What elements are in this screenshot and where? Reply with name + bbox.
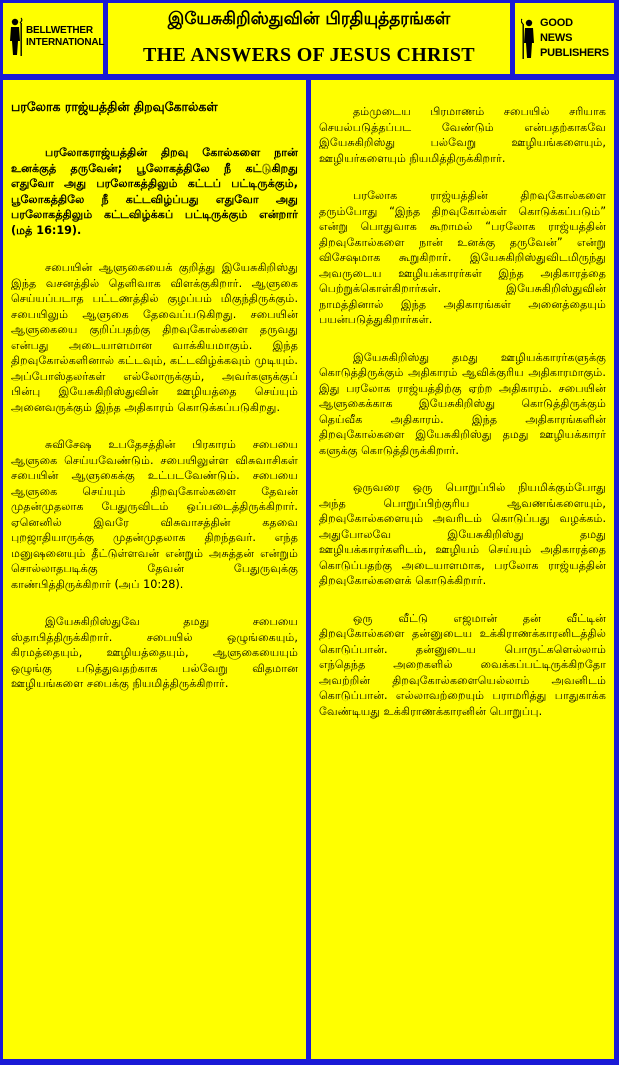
good-news-logo-panel bbox=[515, 3, 614, 74]
left-column bbox=[3, 80, 306, 1059]
right-column bbox=[311, 80, 614, 1059]
paragraph: இயேசுகிறிஸ்து தமது ஊழியக்காரர்களுக்கு கொடுத்திருக்கும் அதிகாரம் ஆவிக்குரிய அதிகாரமாகும். இது பரலோக ராஜ்யத்திற்கு ஏற்ற அதிகாரம். சபையின் ஆளுகைக்காக இயேசுகிறிஸ்து கொடுத்திருக்கும் தெய்வீக அதிகாரம். இந்த அதிகாரங்களின் திறவுகோல்களை இயேசுகிறிஸ்து தமது ஊழியக்காரர் களுக்கு கொடுத்திருக்கிறார். bbox=[319, 350, 606, 457]
bellwether-logo-panel bbox=[3, 3, 103, 74]
page-title-english: THE ANSWERS OF JESUS CHRIST bbox=[143, 44, 475, 66]
person-with-staff-icon bbox=[7, 17, 23, 57]
title-panel bbox=[108, 3, 510, 74]
bellwether-logo bbox=[7, 17, 105, 57]
paragraph: இயேசுகிறிஸ்துவே தமது சபையை ஸ்தாபித்திருக்கிறார். சபையில் ஒழுங்கையும், கிரமத்தையும், ஊழியத்தையும், ஆளுகையையும் ஒழுங்கு படுத்துவதற்காக பல்வேறு விதமான ஊழியங்களை சபைக்கு நியமித்திருக்கிறார். bbox=[11, 615, 298, 690]
paragraph: சுவிசேஷ உபதேசத்தின் பிரகாரம் சபையை ஆளுகை செய்யவேண்டும். சபையிலுள்ள விசுவாசிகள் சபையின் ஆளுகைக்கு உட்படவேண்டும். சபையை ஆளுகை செய்யும் திறவுகோல்களை தேவன் முதன்முதலாக பேதுருவிடம் ஒப்படைத்திருக்கிறார். ஏனெனில் இவரே விசுவாசத்தின் கதவை புறஜாதியாருக்கு முதன்முதலாக திறந்தவர். எந்த மனுஷனையும் தீட்டுள்ளவன் என்றும் அசுத்தன் என்றும் சொல்லாதபடிக்கு தேவன் பேதுருவுக்கு காண்பித்திருக்கிறார் (அப் 10:28). bbox=[11, 438, 298, 591]
scripture-quote: பரலோகராஜ்யத்தின் திறவு கோல்களை நான் உனக்குத் தருவேன்; பூலோகத்திலே நீ கட்டுகிறது எதுவோ அது பரலோகத்திலும் கட்டப் பட்டிருக்கும், பூலோகத்திலே நீ கட்டவிழ்ப்பது எதுவோ அது பரலோகத்திலும் கட்டவிழ்க்கப் பட்டிருக்கும் என்றார் (மத் 16:19). bbox=[11, 146, 298, 237]
good-news-logo bbox=[521, 16, 609, 61]
paragraph: ஒருவரை ஒரு பொறுப்பில் நியமிக்கும்போது அந்த பொறுப்பிற்குரிய ஆவணங்களையும், திறவுகோல்களையும் அவரிடம் கொடுப்பது வழக்கம். அதுபோலவே இயேசுகிறிஸ்து தமது ஊழியக்காரர்களிடம், ஊழியம் செய்யும் அதிகாரத்தை கொடுப்பதற்கு அடையாளமாக, பரலோக ராஜ்யத்தின் திறவுகோல்களைக் கொடுக்கிறார். bbox=[319, 481, 606, 587]
paragraph: சபையின் ஆளுகையைக் குறித்து இயேசுகிறிஸ்து இந்த வசனத்தில் தெளிவாக விளக்குகிறார். ஆளுகை செய்யப்படாத பட்டணத்தில் குழப்பம் மிகுந்திருக்கும். சபையிலும் ஆளுகை தேவைப்படுகிறது. சபையின் ஆளுகையை குறிப்பதற்கு திறவுகோல்களை தருவது என்பது அடையாளமான வாக்கியமாகும். இந்த திறவுகோல்களினால் கட்டவும், கட்டவிழ்க்கவும் முடியும். அப்போஸ்தலர்கள் எல்லோருக்கும், அவர்களுக்குப் பின்பு இயேசுகிறிஸ்துவின் ஊழியத்தை செய்யும் அனைவருக்கும் இந்த அதிகாரம் கொடுக்கப்படுகிறது. bbox=[11, 261, 298, 414]
paragraph: பரலோக ராஜ்யத்தின் திறவுகோல்களை தரும்போது “இந்த திறவுகோல்கள் கொடுக்கப்படும்” என்று பொதுவாக கூறாமல் “பரலோக ராஜ்யத்தின் திறவுகோல்களை நான் உனக்கு தருவேன்” என்று விசேஷமாக கூறுகிறார். இயேசுகிறிஸ்துவிடமிருந்து அவருடைய ஊழியக்காரர்கள் இந்த அதிகாரத்தை பெற்றுக்கொள்கிறார்கள். இயேசுகிறிஸ்துவின் நாமத்தினால் இந்த அதிகாரங்கள் அனைத்தையும் பயன்படுத்துகிறார்கள். bbox=[319, 189, 606, 326]
bellwether-logo-text: BELLWETHER INTERNATIONAL bbox=[26, 25, 105, 48]
paragraph: தம்முடைய பிரமாணம் சபையில் சரியாக செயல்படுத்தப்பட வேண்டும் என்பதற்காகவே இயேசுகிறிஸ்து பல்வேறு ஊழியங்களையும், ஊழியர்களையும் நியமித்திருக்கிறார். bbox=[319, 105, 606, 165]
page-title-tamil: இயேசுகிறிஸ்துவின் பிரதியுத்தரங்கள் bbox=[167, 9, 451, 29]
paragraph: ஒரு வீட்டு எஜமான் தன் வீட்டின் திறவுகோல்களை தன்னுடைய உக்கிராணக்காரனிடத்தில் கொடுப்பான். தன்னுடைய பொருட்களெல்லாம் எந்தெந்த அறைகளில் வைக்கப்பட்டிருக்கிறதோ அவற்றின் திறவுகோல்களையெல்லாம் அவனிடம் கொடுப்பான். எல்லாவற்றையும் பராமரித்து பாதுகாக்க வேண்டியது உக்கிராணக்காரனின் பொறுப்பு. bbox=[319, 611, 606, 718]
section-subtitle: பரலோக ராஜ்யத்தின் திறவுகோல்கள் bbox=[11, 99, 218, 114]
person-with-staff-icon bbox=[521, 18, 537, 60]
good-news-logo-text: GOOD NEWS PUBLISHERS bbox=[540, 17, 609, 59]
